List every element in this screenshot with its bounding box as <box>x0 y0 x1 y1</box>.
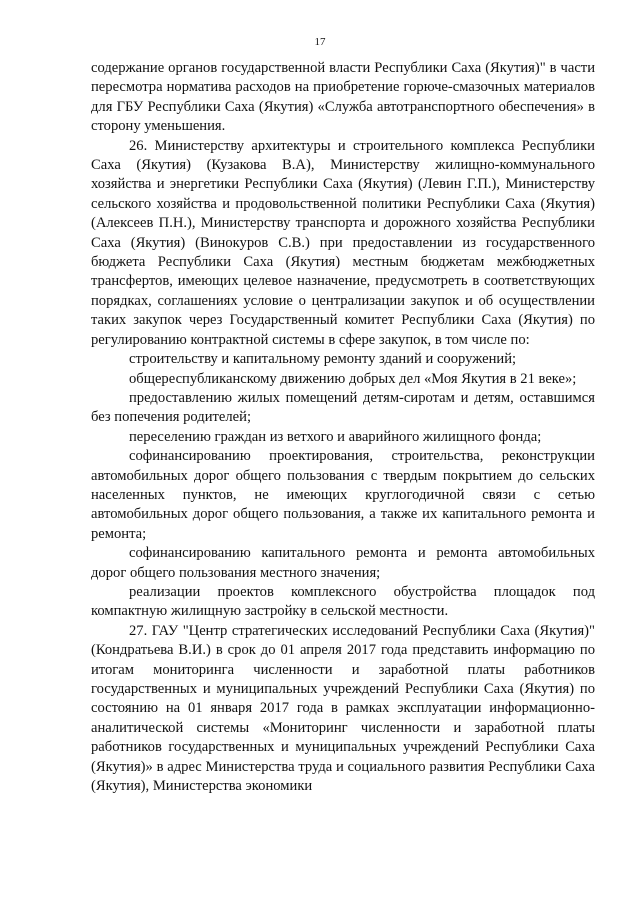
page-number: 17 <box>314 36 326 48</box>
paragraph-continuation: содержание органов государственной власти Республики Саха (Якутия)" в части пересмотра норматива расходов на приобретение горюче-смазочных материалов для ГБУ Республики Саха (Якутия) «Служба автотранспортного обеспечения» в сторону уменьшения. <box>91 60 595 135</box>
list-item-construction: строительству и капитальному ремонту зданий и сооружений; <box>129 351 517 368</box>
list-item-resettlement: переселению граждан из ветхого и аварийного жилищного фонда; <box>129 428 542 445</box>
list-item-orphans-housing: предоставлению жилых помещений детям-сиротам и детям, оставшимся без попечения родителей; <box>91 389 595 426</box>
list-item-rural-housing: реализации проектов комплексного обустройства площадок под компактную жилищную застройку в сельской местности. <box>91 583 595 620</box>
list-item-good-deeds: общереспубликанскому движению добрых дел «Моя Якутия в 21 веке»; <box>129 370 577 387</box>
list-item-roads-construction: софинансированию проектирования, строительства, реконструкции автомобильных дорог общего пользования с твердым покрытием до сельских населенных пунктов, не имеющих круглогодичной связи с сетью автомобильных дорог общего пользования, а также их капитального ремонта и ремонта; <box>91 448 595 542</box>
paragraph-item-26: 26. Министерству архитектуры и строительного комплекса Республики Саха (Якутия) (Кузакова В.А), Министерству жилищно-коммунального хозяйства и энергетики Республики Саха (Якутия) (Левин Г.П.), Министерству сельского хозяйства и продовольственной политики Республики Саха (Якутия) (Алексеев П.Н.), Министерству транспорта и дорожного хозяйства Республики Саха (Якутия) (Винокуров С.В.) при предоставлении из государственного бюджета Республики Саха (Якутия) местным бюджетам межбюджетных трансфертов, имеющих целевое назначение, предусмотреть в соответствующих порядках, соглашениях условие о централизации закупок и об осуществлении таких закупок через Государственный комитет Республики Саха (Якутия) по регулированию контрактной системы в сфере закупок, в том числе по: <box>91 137 595 348</box>
list-item-roads-repair: софинансированию капитального ремонта и ремонта автомобильных дорог общего пользования местного значения; <box>91 545 595 581</box>
document-body <box>91 59 595 796</box>
paragraph-item-27: 27. ГАУ "Центр стратегических исследований Республики Саха (Якутия)" (Кондратьева В.И.) в срок до 01 апреля 2017 года представить информацию по итогам мониторинга численности и заработной платы работников государственных и муниципальных учреждений Республики Саха (Якутия) по состоянию на 01 января 2017 года в рамках эксплуатации информационно-аналитической системы «Мониторинг численности и заработной платы работников государственных и муниципальных учреждений Республики Саха (Якутия)» в адрес Министерства труда и социального развития Республики Саха (Якутия), Министерства экономики <box>91 622 595 795</box>
